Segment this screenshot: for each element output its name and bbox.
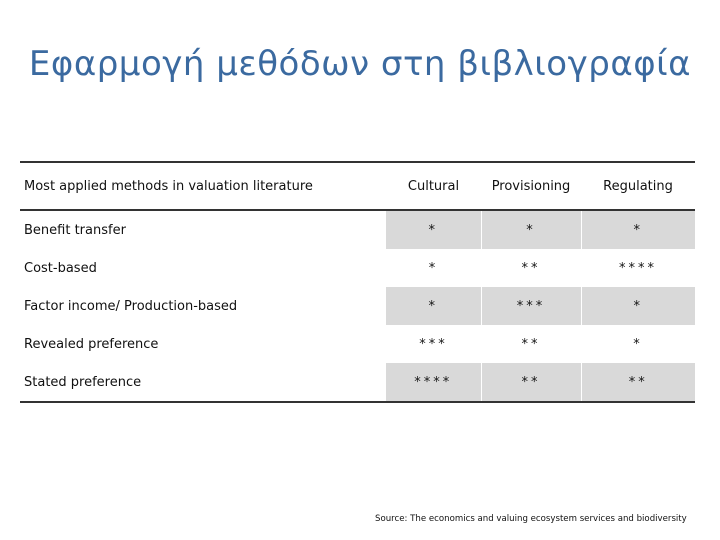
row-method: Factor income/ Production-based: [24, 298, 238, 314]
cell-cultural: ****: [386, 363, 481, 402]
cell-provisioning: ***: [481, 287, 581, 325]
table-header-row: [20, 162, 695, 210]
header-cultural: Cultural: [386, 162, 481, 210]
cell-provisioning: **: [521, 336, 541, 352]
valuation-methods-table: [20, 161, 695, 403]
cell-regulating: **: [581, 363, 695, 402]
row-method: Stated preference: [20, 363, 386, 402]
cell-cultural: *: [386, 210, 481, 249]
header-provisioning: Provisioning: [481, 162, 581, 210]
row-method: Benefit transfer: [24, 222, 126, 238]
cell-regulating: *: [581, 210, 695, 249]
table-row: [20, 249, 695, 287]
header-regulating: Regulating: [581, 162, 695, 210]
table-row: [20, 325, 695, 363]
cell-provisioning: *: [481, 210, 581, 249]
slide-title: Εφαρμογή μεθόδων στη βιβλιογραφία: [28, 44, 692, 84]
cell-cultural: *: [386, 287, 481, 325]
source-note: Source: The economics and valuing ecosystem services and biodiversity: [375, 514, 687, 524]
cell-regulating: *: [633, 336, 643, 352]
header-method: Most applied methods in valuation literature: [20, 162, 386, 210]
row-method: Cost-based: [24, 260, 97, 276]
row-method: Revealed preference: [24, 336, 159, 352]
cell-cultural: *: [428, 260, 439, 276]
cell-cultural: ***: [419, 336, 448, 352]
cell-regulating: ****: [619, 260, 657, 276]
cell-provisioning: **: [521, 260, 541, 276]
cell-regulating: *: [581, 287, 695, 325]
cell-provisioning: **: [481, 363, 581, 402]
table-row: [20, 363, 695, 402]
table-row: [20, 287, 695, 325]
table-row: [20, 210, 695, 249]
